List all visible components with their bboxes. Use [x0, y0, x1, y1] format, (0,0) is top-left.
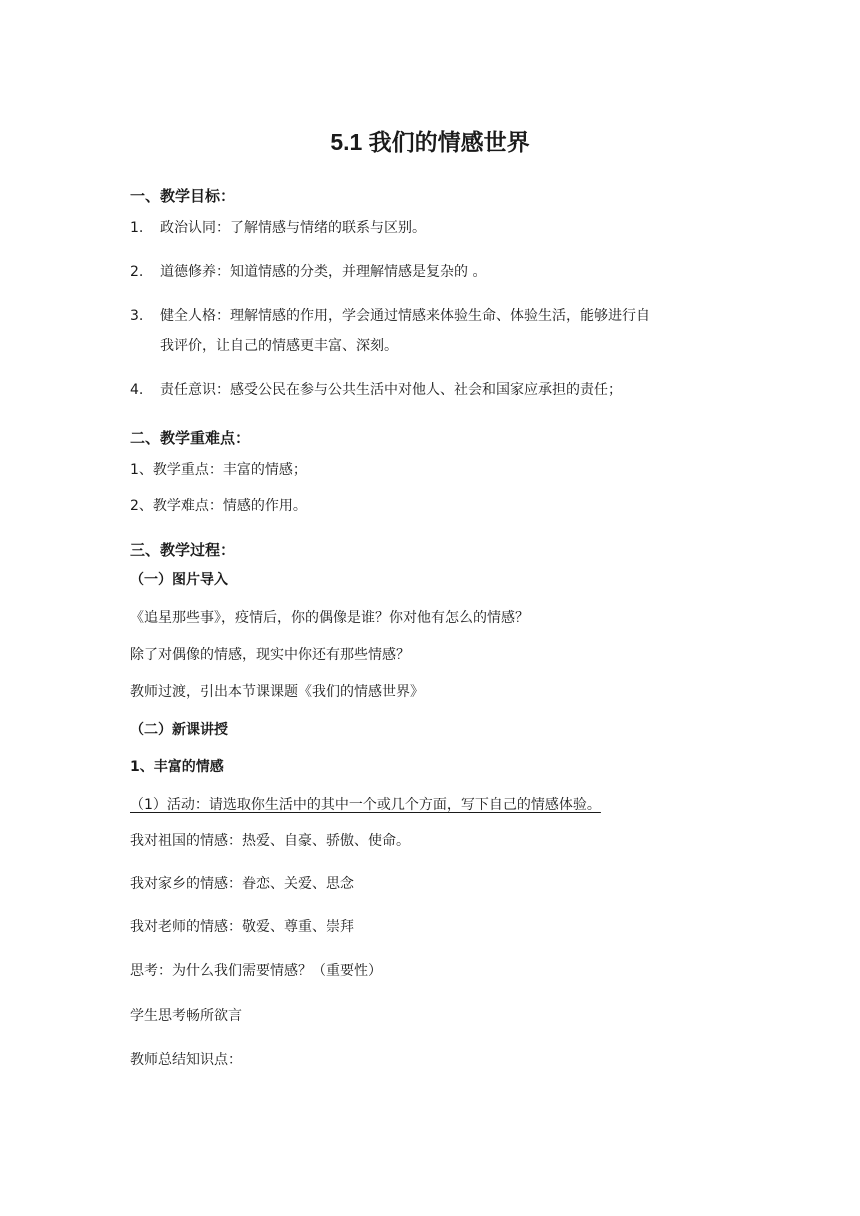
paragraph-think: 思考：为什么我们需要情感？（重要性） [130, 963, 382, 979]
emotion-line-teacher: 我对老师的情感：敬爱、尊重、崇拜 [130, 919, 354, 935]
section-heading-process: 三、教学过程： [130, 541, 236, 559]
activity-instruction: （1）活动：请选取你生活中的其中一个或几个方面，写下自己的情感体验。 [130, 797, 601, 813]
goal-item-2 [130, 262, 486, 282]
goal-text: 道德修养：知道情感的分类，并理解情感是复杂的 。 [160, 264, 487, 280]
page-title: 5.1 我们的情感世界 [330, 129, 530, 155]
subsection-heading-intro: （一）图片导入 [130, 572, 228, 588]
point-heading-rich-emotions: 1、丰富的情感 [130, 759, 224, 775]
paragraph-student: 学生思考畅所欲言 [130, 1008, 242, 1024]
key-point-item: 2、教学难点：情感的作用。 [130, 498, 307, 514]
goal-text: 健全人格：理解情感的作用，学会通过情感来体验生命、体验生活，能够进行自 [160, 308, 650, 324]
goal-number: 3. [130, 308, 144, 324]
paragraph: 教师过渡，引出本节课课题《我们的情感世界》 [130, 684, 424, 700]
goal-item-3 [130, 306, 650, 326]
goal-number: 2. [130, 264, 144, 280]
key-point-item: 1、教学重点：丰富的情感； [130, 462, 307, 478]
subsection-heading-new-lesson: （二）新课讲授 [130, 722, 228, 738]
goal-number: 4. [130, 382, 144, 398]
goal-number: 1. [130, 220, 144, 236]
goal-item-4 [130, 380, 622, 400]
goal-text: 政治认同：了解情感与情绪的联系与区别。 [160, 220, 426, 236]
section-heading-key-points: 二、教学重难点： [130, 429, 251, 447]
paragraph: 《追星那些事》，疫情后，你的偶像是谁？你对他有怎么的情感？ [130, 610, 529, 626]
paragraph: 除了对偶像的情感，现实中你还有那些情感？ [130, 647, 410, 663]
emotion-line-motherland: 我对祖国的情感：热爱、自豪、骄傲、使命。 [130, 833, 410, 849]
paragraph-summary: 教师总结知识点： [130, 1052, 242, 1068]
goal-item-1 [130, 218, 426, 238]
emotion-line-hometown: 我对家乡的情感：眷恋、关爱、思念 [130, 876, 354, 892]
goal-text: 责任意识：感受公民在参与公共生活中对他人、社会和国家应承担的责任； [160, 382, 622, 398]
section-heading-goals: 一、教学目标： [130, 187, 236, 205]
goal-item-3-continuation: 我评价，让自己的情感更丰富、深刻。 [160, 338, 398, 354]
